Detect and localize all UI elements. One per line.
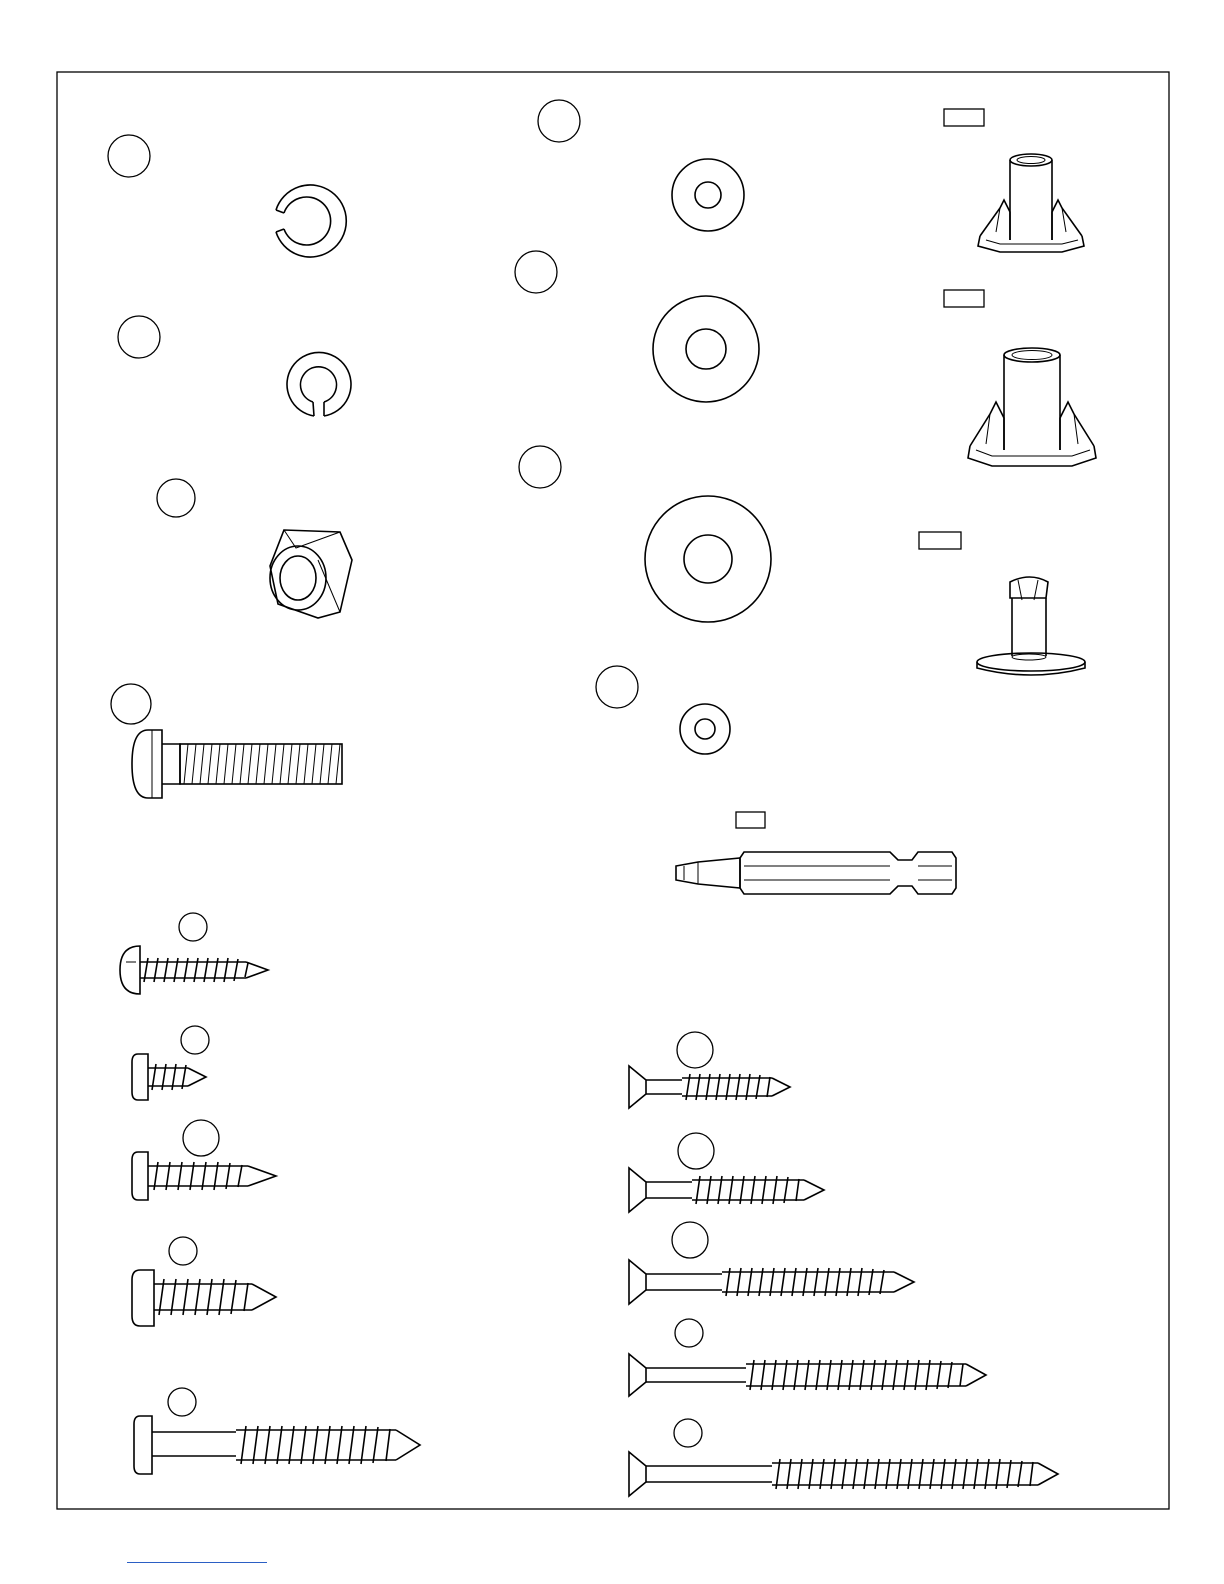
flat-screw-3-part	[629, 1222, 914, 1304]
wood-screw-icon	[134, 1416, 420, 1474]
callout-pan-screw-medium	[183, 1120, 219, 1156]
callout-flat-screw-3	[672, 1222, 708, 1258]
flat-screw-4-part	[629, 1319, 986, 1396]
flat-head-screw-icon	[629, 1168, 824, 1212]
flat-head-screw-icon	[629, 1354, 986, 1396]
tee-nut-large-part	[944, 290, 1096, 466]
page-border	[57, 72, 1169, 1509]
flat-screw-1-part	[629, 1032, 790, 1108]
callout-flat-screw-4	[675, 1319, 703, 1347]
callout-pan-screw-wide	[169, 1237, 197, 1265]
flat-screw-5-part	[629, 1419, 1058, 1496]
flat-washer-icon	[653, 296, 759, 402]
lock-washer-small-part	[118, 316, 351, 416]
tag-driver-bit	[736, 812, 765, 828]
callout-flat-washer-medium	[515, 251, 557, 293]
callout-flat-screw-2	[678, 1133, 714, 1169]
footer-link[interactable]	[127, 1548, 267, 1563]
pan-screw-medium-part	[132, 1120, 276, 1200]
machine-bolt-part	[111, 684, 342, 798]
callout-flat-screw-5	[674, 1419, 702, 1447]
flat-washer-large-part	[519, 446, 771, 622]
flat-head-screw-icon	[629, 1066, 790, 1108]
wood-screw-icon	[120, 946, 268, 994]
pan-screw-short-part	[132, 1026, 209, 1100]
split-lock-washer-icon	[276, 185, 346, 257]
flat-screw-2-part	[629, 1133, 824, 1212]
callout-lock-washer-large	[108, 135, 150, 177]
spacer-washer-part	[596, 666, 730, 754]
tag-tee-nut-flanged	[919, 532, 961, 549]
pan-screw-wide-part	[132, 1237, 276, 1326]
flat-head-screw-icon	[629, 1260, 914, 1304]
wood-screw-icon	[132, 1054, 206, 1100]
tee-nut-icon	[977, 577, 1085, 675]
callout-pan-screw-short	[181, 1026, 209, 1054]
callout-flat-washer-large	[519, 446, 561, 488]
callout-lock-nut	[157, 479, 195, 517]
tee-nut-icon	[978, 154, 1084, 252]
callout-round-head-screw	[179, 913, 207, 941]
callout-pan-screw-long	[168, 1388, 196, 1416]
flat-head-screw-icon	[629, 1452, 1058, 1496]
pan-screw-long-part	[134, 1388, 420, 1474]
callout-flat-screw-1	[677, 1032, 713, 1068]
flat-washer-icon	[680, 704, 730, 754]
flat-washer-icon	[672, 159, 744, 231]
flat-washer-icon	[645, 496, 771, 622]
tee-nut-flanged-part	[919, 532, 1085, 675]
split-lock-washer-icon	[287, 352, 351, 416]
callout-spacer-washer	[596, 666, 638, 708]
wood-screw-icon	[132, 1152, 276, 1200]
tag-tee-nut-small	[944, 109, 984, 126]
callout-machine-bolt	[111, 684, 151, 724]
tag-tee-nut-large	[944, 290, 984, 307]
tee-nut-small-part	[944, 109, 1084, 252]
callout-flat-washer-small	[538, 100, 580, 142]
lock-washer-large-part	[108, 135, 346, 257]
driver-bit-part	[676, 812, 956, 894]
nylon-lock-nut-icon	[270, 530, 352, 618]
wood-screw-icon	[132, 1270, 276, 1326]
round-head-screw-part	[120, 913, 268, 994]
flat-washer-small-part	[538, 100, 744, 231]
callout-lock-washer-small	[118, 316, 160, 358]
pan-head-bolt-icon	[132, 730, 342, 798]
tee-nut-icon	[968, 348, 1096, 466]
screwdriver-bit-icon	[676, 852, 956, 894]
lock-nut-part	[157, 479, 352, 618]
flat-washer-medium-part	[515, 251, 759, 402]
